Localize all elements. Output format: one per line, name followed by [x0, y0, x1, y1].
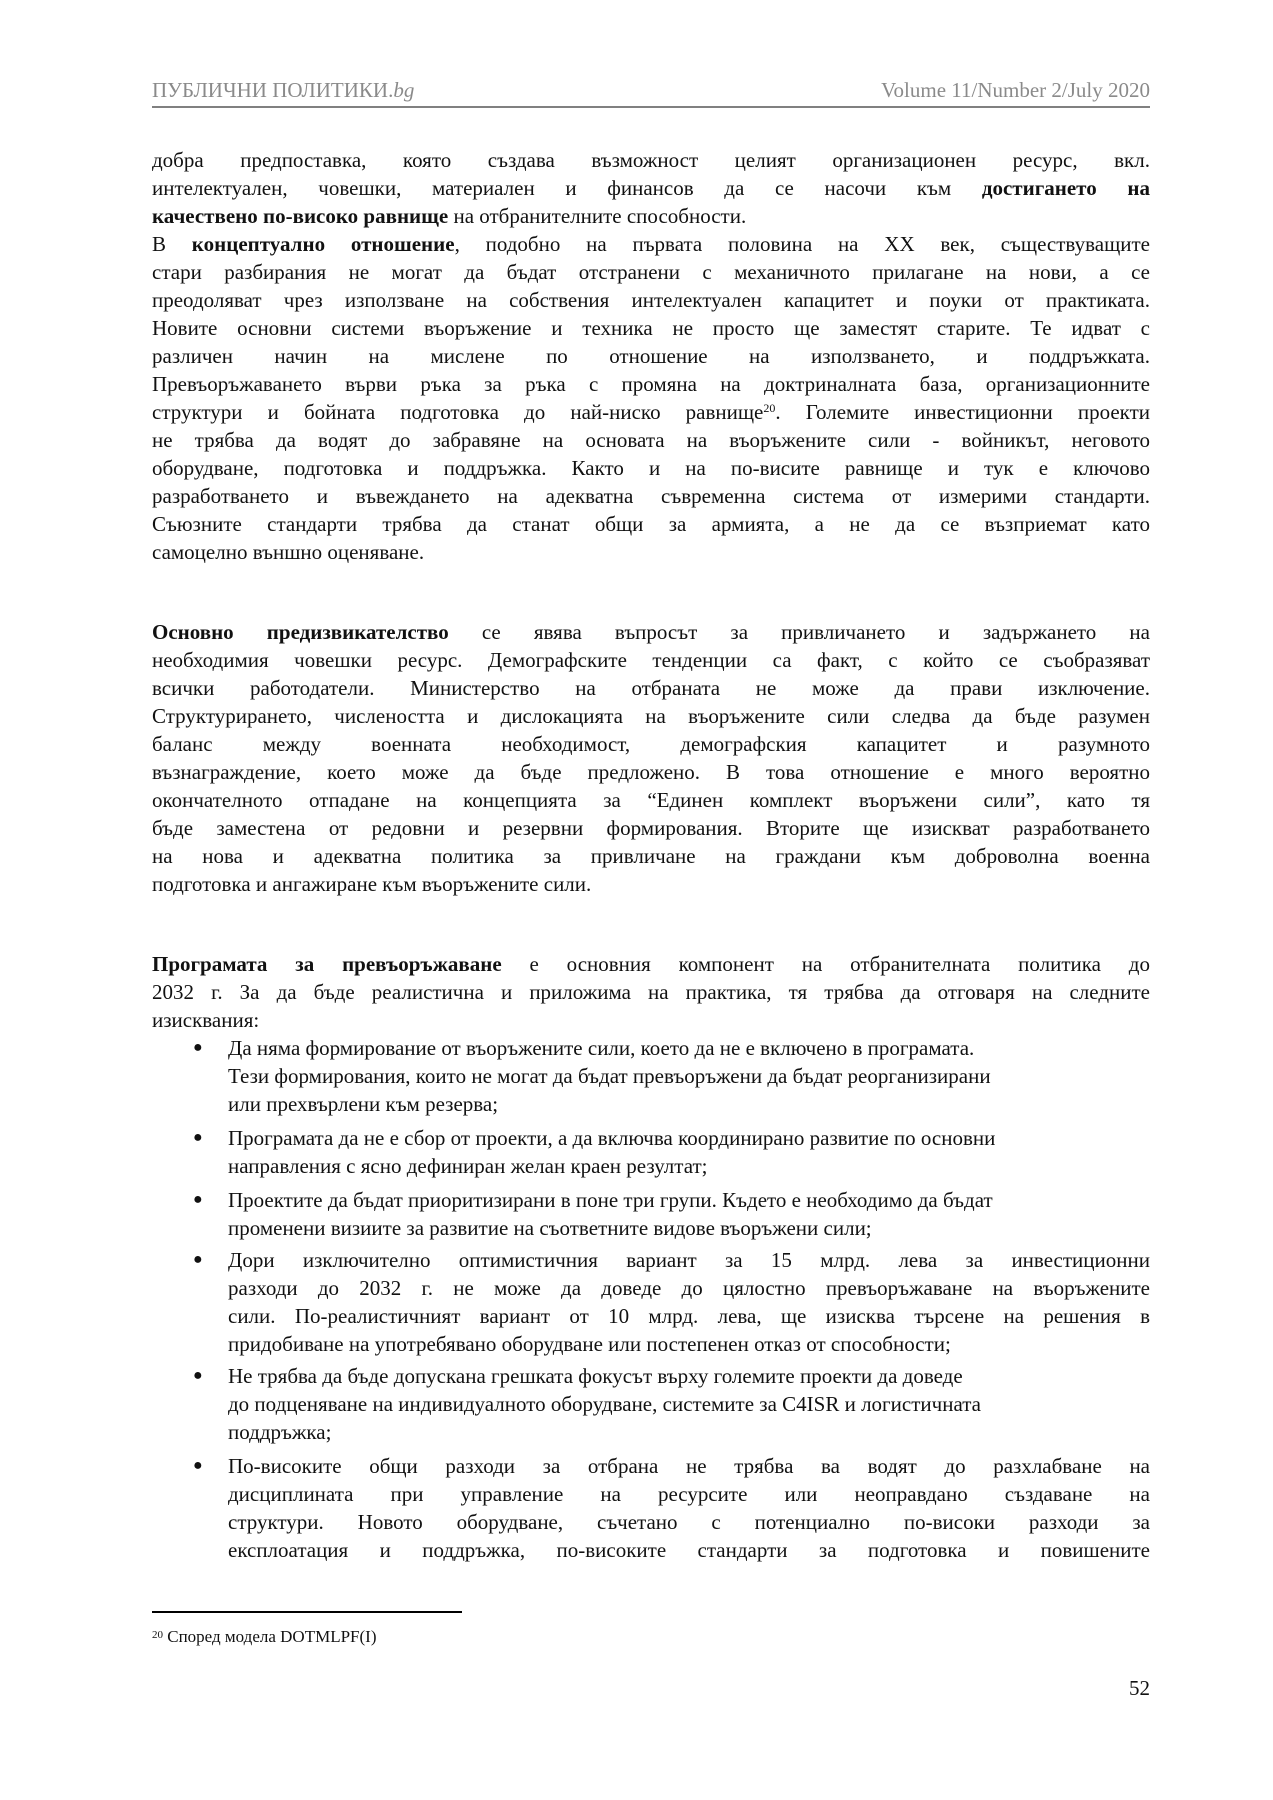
text-line: бъде заместена от редовни и резервни формирования. Вторите ще изискват разработването [152, 816, 1150, 840]
text-line: придобиване на употребявано оборудване или постепенен отказ от способности; [228, 1332, 951, 1356]
issue-info: Volume 11/Number 2/July 2020 [881, 78, 1150, 102]
text-line: По-високите общи разходи за отбрана не трябва ва водят до разхлабване на [228, 1454, 1150, 1478]
footnote [152, 1626, 376, 1648]
running-header [152, 78, 1150, 108]
text-line: различен начин на мислене по отношение на използването, и поддръжката. [152, 344, 1150, 368]
bullet-icon: ● [193, 1457, 203, 1474]
text-line [152, 230, 1150, 258]
text-line: 2032 г. За да бъде реалистична и приложима на практика, тя трябва да отговаря на следните [152, 980, 1150, 1004]
text-line: самоцелно външно оценяване. [152, 540, 425, 564]
text-line: Проектите да бъдат приоритизирани в поне три групи. Където е необходимо да бъдат [228, 1188, 993, 1212]
text-line [152, 618, 1150, 646]
text-line: Дори изключително оптимистичния вариант за 15 млрд. лева за инвестиционни [228, 1248, 1150, 1272]
text-line [152, 174, 1150, 202]
text-line: не трябва да водят до забравяне на основата на въоръжените сили - войникът, неговото [152, 428, 1150, 452]
footnote-number: 20 [152, 1629, 163, 1641]
footnote-reference[interactable]: 20 [763, 401, 776, 415]
footnote-text: Според модела DOTMLPF(I) [163, 1627, 377, 1646]
bold-phrase: Основно предизвикателство [152, 620, 449, 644]
page-number: 52 [1129, 1676, 1150, 1700]
bullet-icon: ● [193, 1129, 203, 1146]
text-line: до подценяване на индивидуалното оборудване, системите за C4ISR и логистичната [228, 1392, 981, 1416]
bullet-icon: ● [193, 1367, 203, 1384]
text-line: изисквания: [152, 1008, 260, 1032]
text-line: или прехвърлени към резерва; [228, 1092, 499, 1116]
text-span: на отбранителните способности. [448, 204, 747, 228]
bullet-icon: ● [193, 1251, 203, 1268]
text-line: Съюзните стандарти трябва да станат общи за армията, а не да се възприемат като [152, 512, 1150, 536]
text-line: разработването и въвеждането на адекватна съвременна система от измерими стандарти. [152, 484, 1150, 508]
text-line: Да няма формирование от въоръжените сили, което да не е включено в програмата. [228, 1036, 975, 1060]
text-line: поддръжка; [228, 1420, 332, 1444]
text-line: сили. По-реалистичният вариант от 10 млрд. лева, ще изисква търсене на решения в [228, 1304, 1150, 1328]
bold-phrase: Програмата за превъоръжаване [152, 952, 502, 976]
text-line: Новите основни системи въоръжение и техника не просто ще заместят старите. Те идват с [152, 316, 1150, 340]
text-line: преодоляват чрез използване на собствения интелектуален капацитет и поуки от практиката. [152, 288, 1150, 312]
text-line: всички работодатели. Министерство на отбраната не може да прави изключение. [152, 676, 1150, 700]
text-span: е основния компонент на отбранителната политика до [501, 952, 1150, 976]
bullet-icon: ● [193, 1191, 203, 1208]
text-line: променени визиите за развитие на съответните видове въоръжени сили; [228, 1216, 872, 1240]
footnote-separator [152, 1611, 462, 1613]
text-line: на нова и адекватна политика за привличане на граждани към доброволна военна [152, 844, 1150, 868]
bullet-icon: ● [193, 1039, 203, 1056]
journal-title-main: ПУБЛИЧНИ ПОЛИТИКИ. [152, 78, 394, 102]
text-line: Не трябва да бъде допускана грешката фокусът върху големите проекти да доведе [228, 1364, 963, 1388]
text-line [152, 202, 1150, 230]
text-span: . Големите инвестиционни проекти [775, 400, 1150, 424]
bold-phrase: достигането на [981, 176, 1150, 200]
text-line: разходи до 2032 г. не може да доведе до цялостно превъоръжаване на въоръжените [228, 1276, 1150, 1300]
text-line: възнаграждение, което може да бъде предложено. В това отношение е много вероятно [152, 760, 1150, 784]
text-line: дисциплината при управление на ресурсите или неоправдано създаване на [228, 1482, 1150, 1506]
journal-title [152, 78, 414, 103]
text-span: структури и бойната подготовка до най-ниско равнище [152, 400, 764, 424]
bold-phrase: качествено по-високо равнище [152, 204, 449, 228]
text-line: Тези формирования, които не могат да бъдат превъоръжени да бъдат реорганизирани [228, 1064, 991, 1088]
text-line: оборудване, подготовка и поддръжка. Както и на по-висите равнище и тук е ключово [152, 456, 1150, 480]
text-line [152, 950, 1150, 978]
text-line: окончателното отпадане на концепцията за “Единен комплект въоръжени сили”, като тя [152, 788, 1150, 812]
text-span: В [152, 232, 192, 256]
text-line: експлоатация и поддръжка, по-високите стандарти за подготовка и повишените [228, 1538, 1150, 1562]
text-line: Структурирането, числеността и дислокацията на въоръжените сили следва да бъде разумен [152, 704, 1150, 728]
text-line: направления с ясно дефиниран желан краен резултат; [228, 1154, 708, 1178]
text-span: интелектуален, човешки, материален и финансов да се насочи към [152, 176, 982, 200]
text-line [152, 398, 1150, 426]
text-span: се явява въпросът за привличането и задържането на [448, 620, 1150, 644]
text-line: Превъоръжаването върви ръка за ръка с промяна на доктриналната база, организационните [152, 372, 1150, 396]
text-line: подготовка и ангажиране към въоръжените сили. [152, 872, 592, 896]
text-line: стари разбирания не могат да бъдат отстранени с механичното прилагане на нови, а се [152, 260, 1150, 284]
text-line: необходимия човешки ресурс. Демографските тенденции са факт, с който се съобразяват [152, 648, 1150, 672]
text-line: структури. Новото оборудване, съчетано с потенциално по-високи разходи за [228, 1510, 1150, 1534]
text-line: добра предпоставка, която създава възможност целият организационен ресурс, вкл. [152, 148, 1150, 172]
text-line: баланс между военната необходимост, демографския капацитет и разумното [152, 732, 1150, 756]
bold-phrase: концептуално отношение [191, 232, 455, 256]
journal-title-suffix: bg [393, 78, 415, 102]
text-line: Програмата да не е сбор от проекти, а да включва координирано развитие по основни [228, 1126, 996, 1150]
text-span: , подобно на първата половина на XX век, съществуващите [454, 232, 1150, 256]
